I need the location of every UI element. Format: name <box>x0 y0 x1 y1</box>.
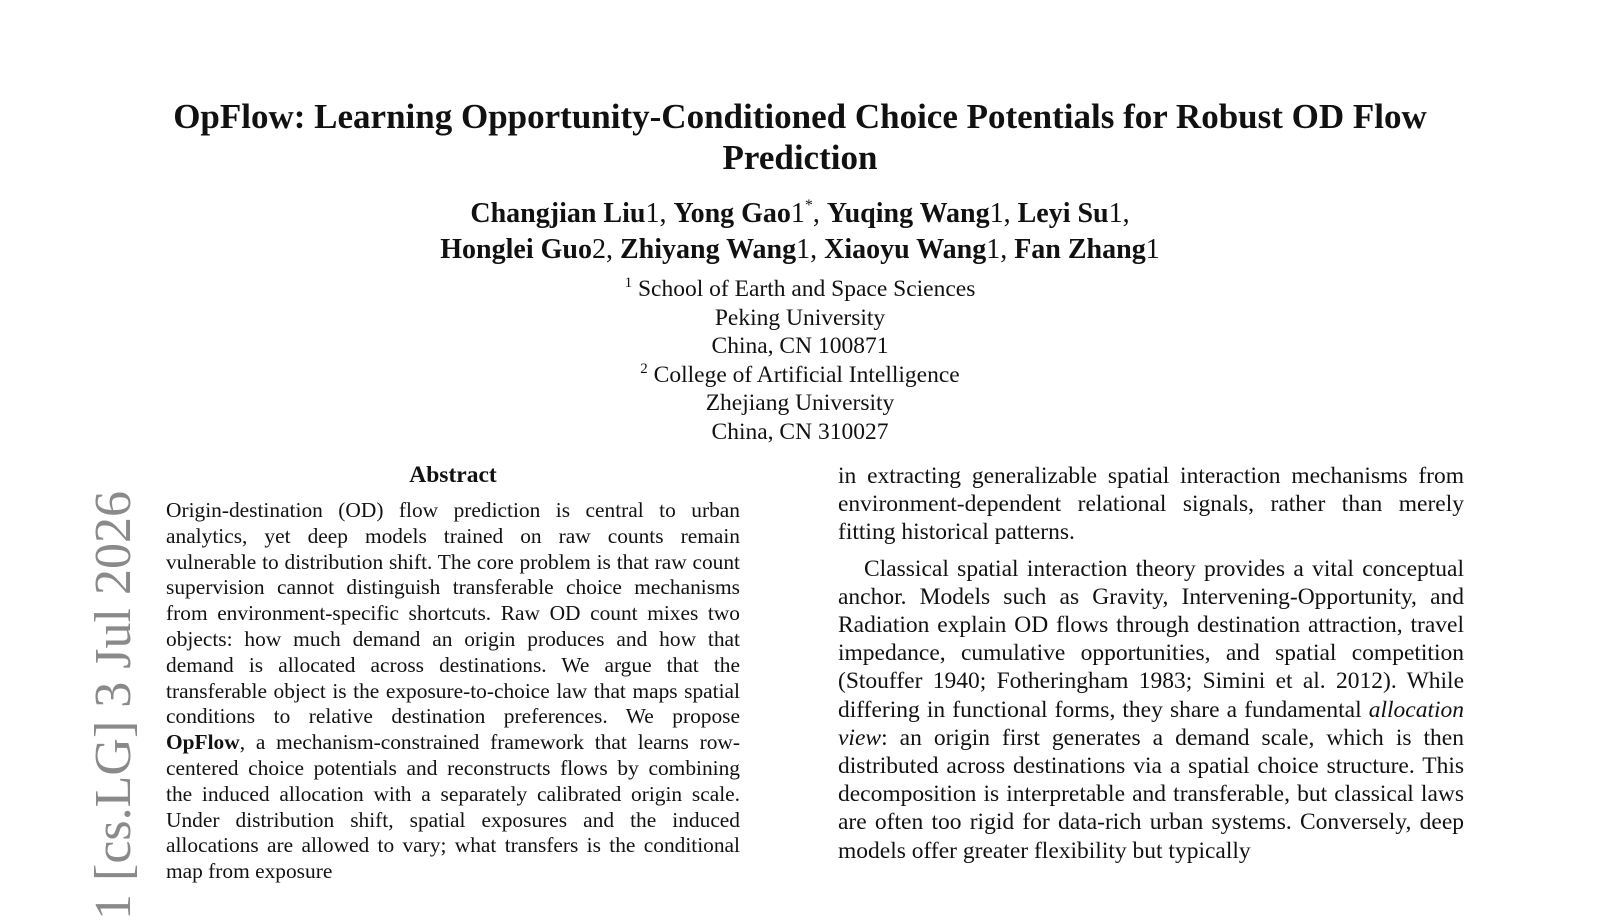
abstract-paragraph <box>166 498 740 885</box>
abstract-text: , a mechanism-constrained framework that learns row-centered choice potentials and reconstructs flows by combining the induced allocation with a separately calibrated origin scale. Under distribution shift, spatial exposures and the induced allocations are allowed to vary; what transfers is the conditional map from exposure <box>166 730 740 884</box>
author-list <box>250 196 1350 268</box>
affiliation-school: College of Artificial Intelligence <box>653 361 960 388</box>
affiliation-line <box>400 361 1200 390</box>
emphasized-term: allocation view <box>838 696 1464 751</box>
right-column <box>838 462 1464 865</box>
author-name: Zhiyang Wang <box>619 234 797 265</box>
author-affiliation-number: 1 <box>645 198 660 229</box>
affiliation-address: China, CN 100871 <box>711 333 889 359</box>
author-name: Changjian Liu <box>470 198 646 229</box>
affiliation-block <box>400 275 1200 446</box>
author-name: Yong Gao <box>673 198 791 229</box>
author-affiliation-number: 1 <box>790 198 805 229</box>
affiliation-number: 1 <box>624 275 633 291</box>
paragraph-text: : an origin first generates a demand scale, which is then distributed across destinations via a spatial choice structure. This decomposition is interpretable and transferable, but classical laws are often too rigid for data-rich urban systems. Conversely, deep models offer greater flexibility but typically <box>838 724 1464 864</box>
author-line-1: Changjian Liu1, Yong Gao1*, Yuqing Wang1, Leyi Su1, <box>470 197 1130 229</box>
author-name: Xiaoyu Wang <box>824 234 987 265</box>
author-name: Fan Zhang <box>1014 234 1146 265</box>
author-affiliation-number: 1 <box>989 198 1004 229</box>
abstract-text: Origin-destination (OD) flow prediction is central to urban analytics, yet deep models trained on raw counts remain vulnerable to distribution shift. The core problem is that raw count supervision cannot distinguish transferable choice mechanisms from environment-specific shortcuts. Raw OD count mixes two objects: how much demand an origin produces and how that demand is allocated across destinations. We argue that the transferable object is the exposure-to-choice law that maps spatial conditions to relative destination preferences. We propose <box>166 498 740 729</box>
intro-paragraph: in extracting generalizable spatial interaction mechanisms from environment-dependent relational signals, rather than merely fitting historical patterns. <box>838 463 1464 546</box>
paragraph-text: Classical spatial interaction theory provides a vital conceptual anchor. Models such as Gravity, Intervening-Opportunity, and Radiation explain OD flows through destination attraction, travel impedance, cumulative opportunities, and spatial competition (Stouffer 1940; Fotheringham 1983; Simini et al. 2012). While differing in functional forms, they share a fundamental <box>838 555 1464 723</box>
author-name: Yuqing Wang <box>826 198 990 229</box>
author-affiliation-number: 1 <box>1108 198 1123 229</box>
affiliation-line <box>400 275 1200 304</box>
author-affiliation-number: 1 <box>796 234 811 265</box>
corresponding-author-mark: * <box>804 197 813 214</box>
author-affiliation-number: 2 <box>591 234 606 265</box>
affiliation-school: School of Earth and Space Sciences <box>637 276 976 302</box>
affiliation-address: China, CN 310027 <box>711 418 889 445</box>
author-line-2: Honglei Guo2, Zhiyang Wang1, Xiaoyu Wang1, Fan Zhang1 <box>440 234 1160 265</box>
author-affiliation-number: 1 <box>986 234 1001 265</box>
affiliation-number: 2 <box>640 360 648 377</box>
method-name: OpFlow <box>166 730 240 755</box>
intro-paragraph <box>838 555 1464 865</box>
arxiv-identifier-text: 1 [cs.LG] 3 Jul 2026 <box>85 491 142 920</box>
paper-title: OpFlow: Learning Opportunity-Conditioned Choice Potentials for Robust OD Flow Prediction <box>173 97 1427 177</box>
author-name: Leyi Su <box>1017 198 1109 229</box>
affiliation-university: Peking University <box>714 304 886 331</box>
left-column <box>166 460 740 885</box>
author-name: Honglei Guo <box>440 234 592 265</box>
affiliation-university: Zhejiang University <box>705 390 895 416</box>
author-affiliation-number: 1 <box>1145 234 1160 265</box>
abstract-heading: Abstract <box>409 462 497 488</box>
arxiv-side-stamp <box>44 450 142 920</box>
